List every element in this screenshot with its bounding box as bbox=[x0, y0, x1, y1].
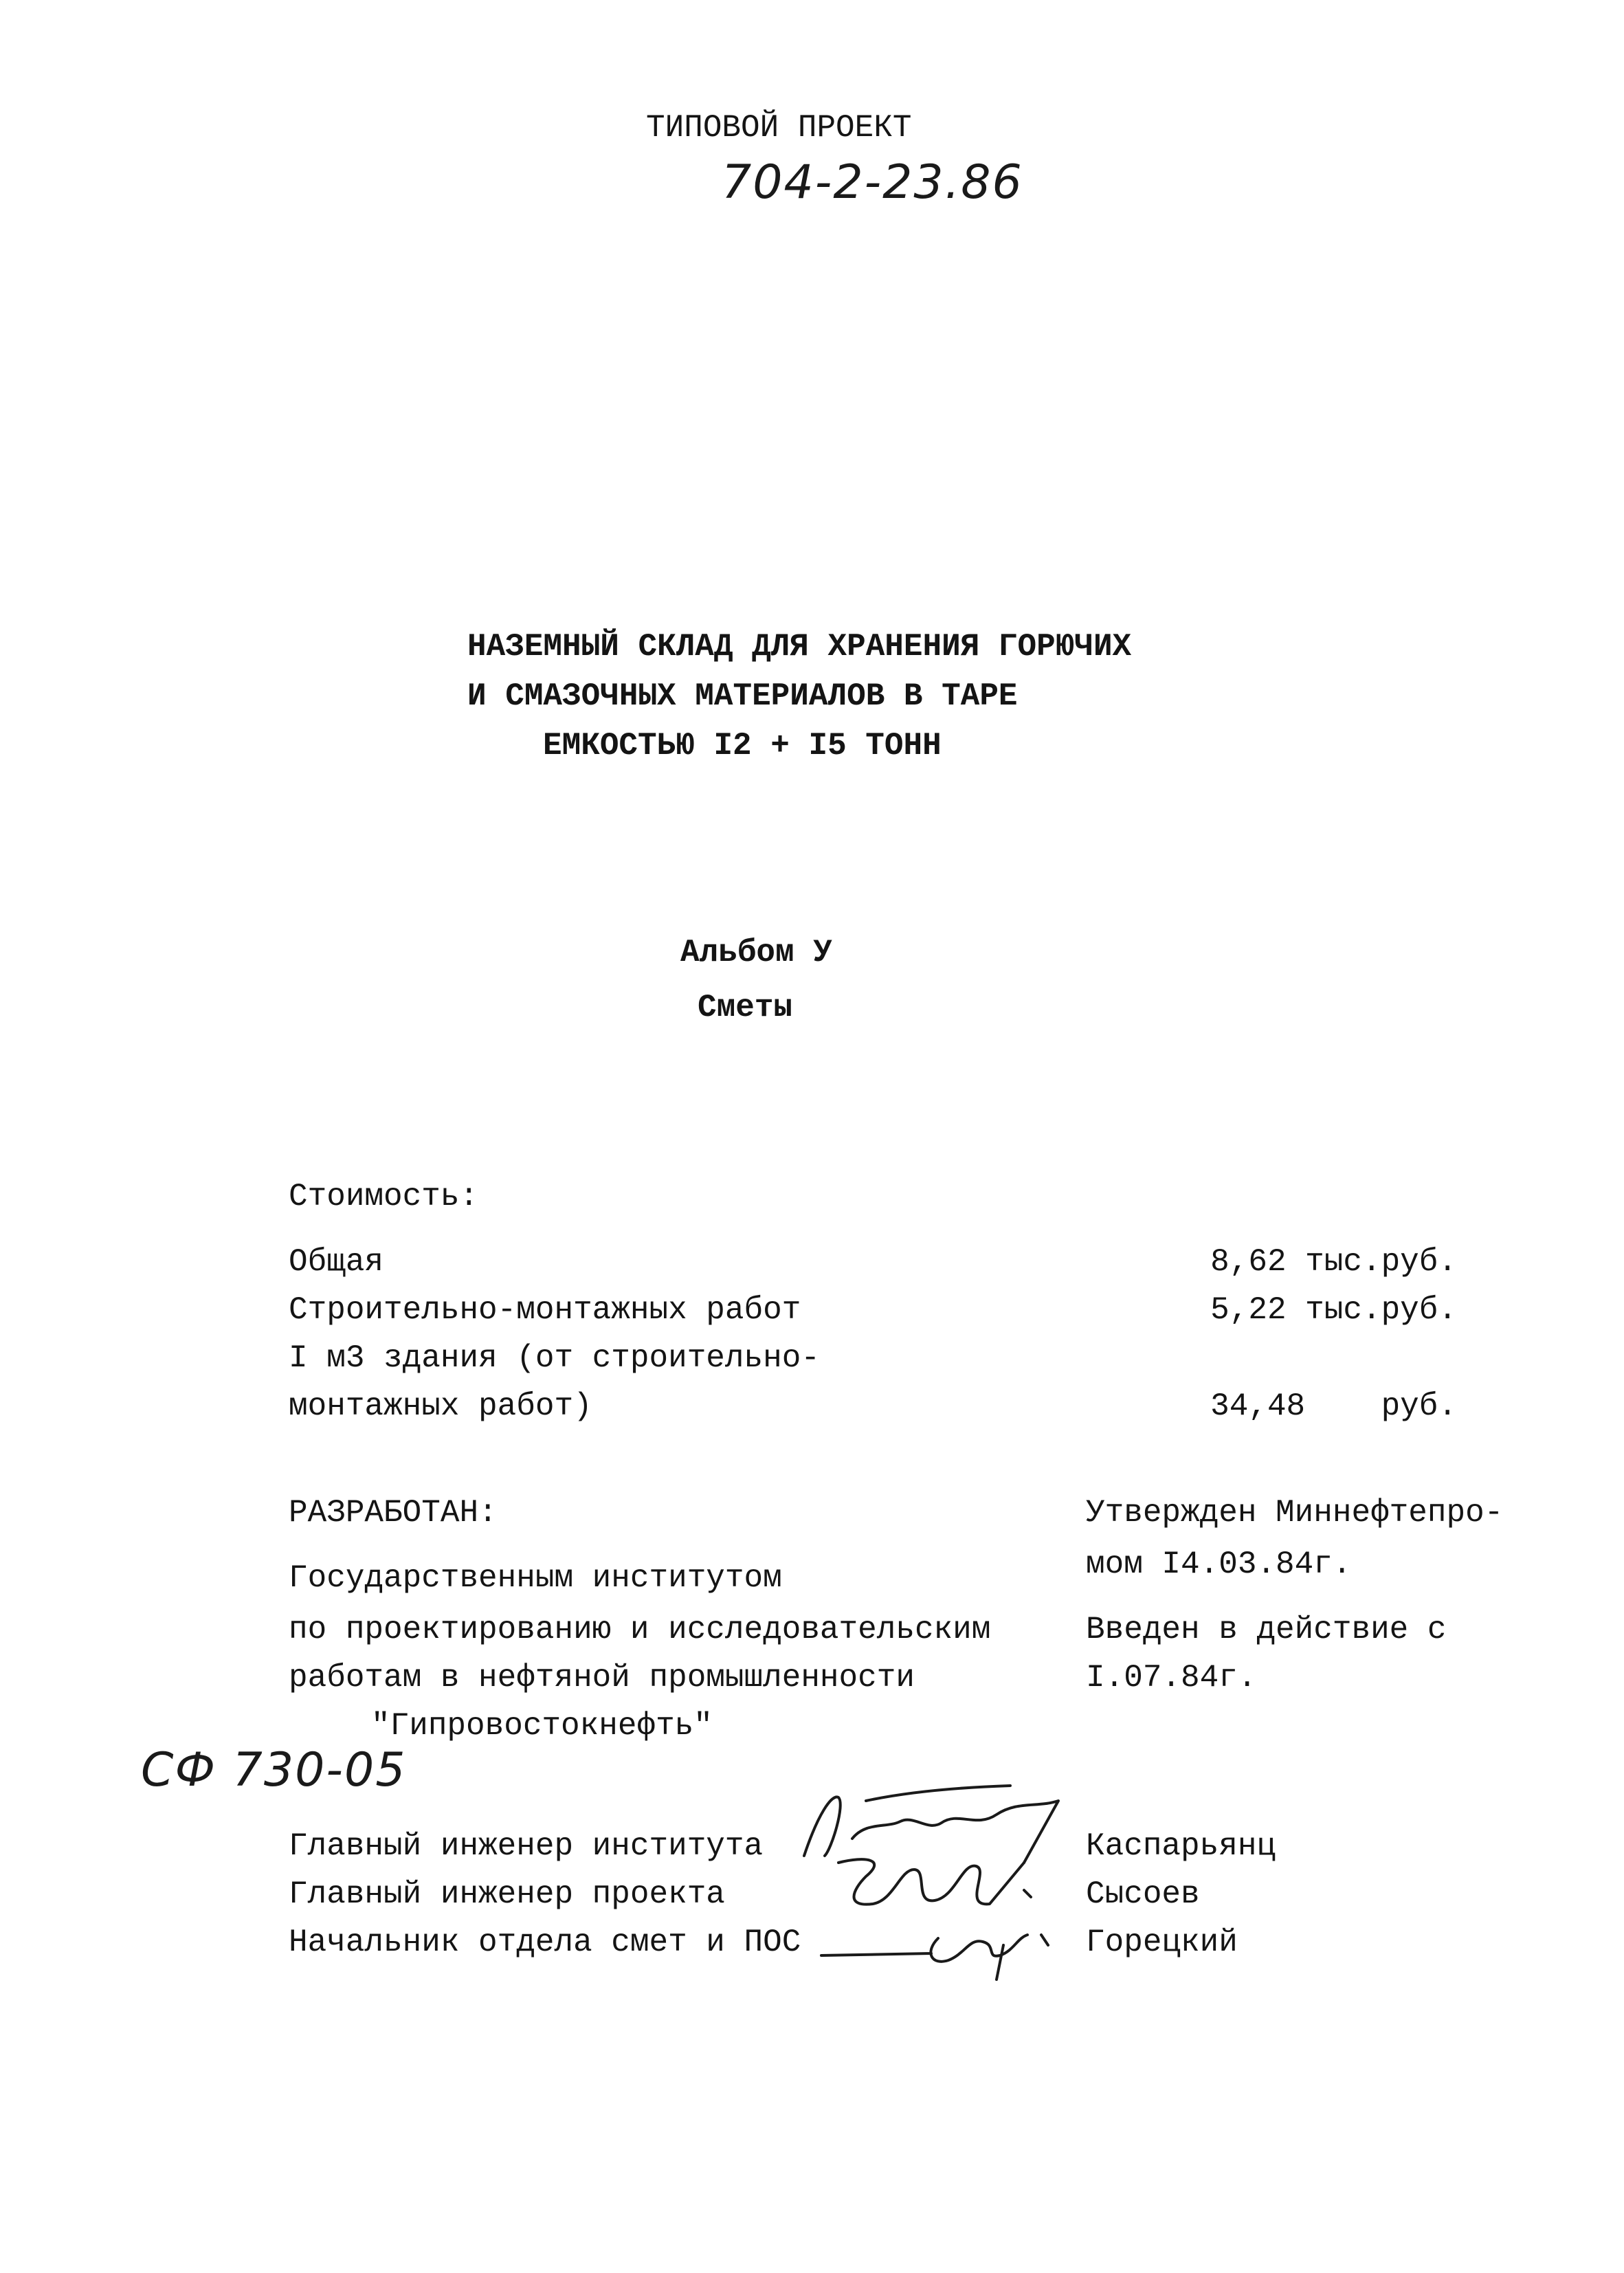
signatory-name: Горецкий bbox=[1086, 1925, 1238, 1960]
title-line-1: НАЗЕМНЫЙ СКЛАД ДЛЯ ХРАНЕНИЯ ГОРЮЧИХ bbox=[467, 629, 1132, 665]
signatory-position: Главный инженер проекта bbox=[289, 1876, 725, 1912]
signatory-position: Начальник отдела смет и ПОС bbox=[289, 1925, 801, 1960]
cost-value: 34,48 руб. bbox=[1210, 1388, 1457, 1424]
developer-line: Государственным институтом bbox=[289, 1560, 782, 1596]
cost-label: I м3 здания (от строительно- bbox=[289, 1340, 820, 1376]
cost-value: 5,22 тыс.руб. bbox=[1210, 1292, 1457, 1328]
signatory-name: Каспарьянц bbox=[1086, 1828, 1276, 1864]
cost-label: Общая bbox=[289, 1244, 384, 1280]
developer-heading: РАЗРАБОТАН: bbox=[289, 1495, 498, 1531]
title-line-2: И СМАЗОЧНЫХ МАТЕРИАЛОВ В ТАРЕ bbox=[467, 678, 1018, 714]
signature-head-estimates bbox=[821, 1911, 1069, 1986]
cost-label: Строительно-монтажных работ bbox=[289, 1292, 801, 1328]
cost-heading: Стоимость: bbox=[289, 1179, 479, 1215]
signature-chief-engineer-project bbox=[825, 1849, 1052, 1918]
approval-line: Утвержден Миннефтепро- bbox=[1086, 1495, 1504, 1531]
developer-line: по проектированию и исследовательским bbox=[289, 1612, 991, 1648]
signatory-name: Сысоев bbox=[1086, 1876, 1200, 1912]
enactment-line: Введен в действие с bbox=[1086, 1612, 1447, 1648]
cost-row bbox=[289, 1333, 1457, 1383]
developer-line: работам в нефтяной промышленности bbox=[289, 1660, 915, 1696]
album-label: Альбом У bbox=[680, 935, 832, 971]
cost-row bbox=[289, 1382, 1457, 1431]
handwritten-code: СФ 730-05 bbox=[141, 1743, 407, 1797]
title-line-3: ЕМКОСТЬЮ I2 + I5 ТОНН bbox=[543, 728, 942, 764]
project-type-heading: ТИПОВОЙ ПРОЕКТ bbox=[646, 110, 912, 146]
project-number-handwritten: 704-2-23.86 bbox=[722, 155, 1023, 210]
enactment-date: I.07.84г. bbox=[1086, 1660, 1257, 1696]
approval-date: мом I4.03.84г. bbox=[1086, 1546, 1352, 1582]
cost-value: 8,62 тыс.руб. bbox=[1210, 1244, 1457, 1280]
cost-row bbox=[289, 1237, 1457, 1287]
developer-institute-name: "Гипровостокнефть" bbox=[371, 1708, 713, 1744]
cost-row bbox=[289, 1285, 1457, 1335]
cost-label: монтажных работ) bbox=[289, 1388, 592, 1424]
album-subtitle: Сметы bbox=[698, 990, 793, 1025]
signatory-position: Главный инженер института bbox=[289, 1828, 764, 1864]
